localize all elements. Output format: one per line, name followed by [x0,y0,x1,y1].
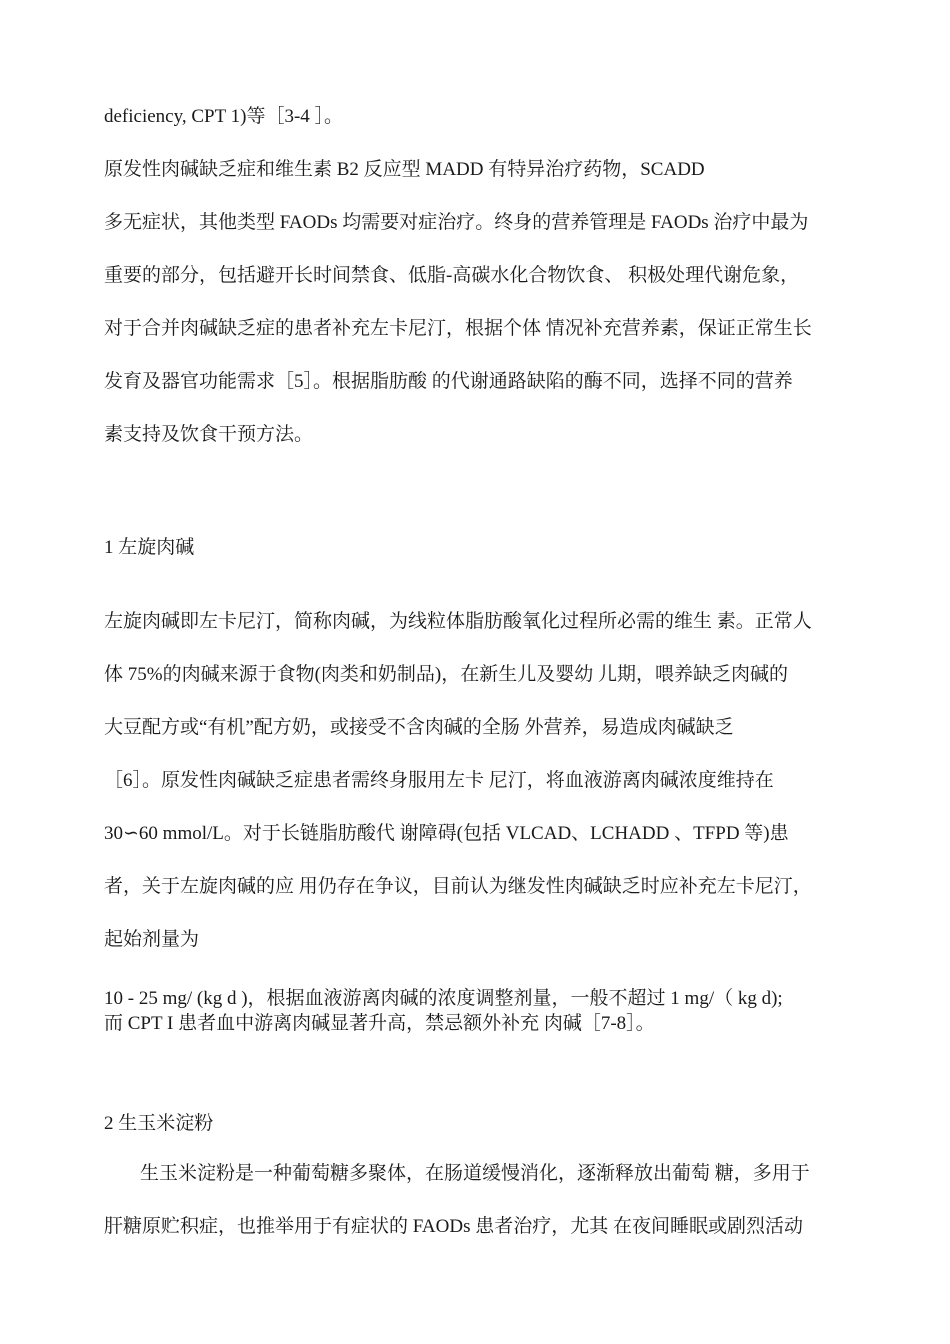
text-line: 肝糖原贮积症，也推举用于有症状的 FAODs 患者治疗，尤其 在夜间睡眠或剧烈活动 [104,1216,803,1237]
text-line: 生玉米淀粉是一种葡萄糖多聚体，在肠道缓慢消化，逐渐释放出葡萄 糖，多用于 [140,1163,810,1184]
section-heading-raw-cornstarch: 2 生玉米淀粉 [104,1113,214,1134]
text-line: 者，关于左旋肉碱的应 用仍存在争议，目前认为继发性肉碱缺乏时应补充左卡尼汀， [104,876,812,897]
text-line: 多无症状，其他类型 FAODs 均需要对症治疗。终身的营养管理是 FAODs 治疗中最为 [104,212,809,233]
text-line: 而 CPT I 患者血中游离肉碱显著升高，禁忌额外补充 肉碱［7-8］。 [104,1013,655,1034]
text-line: 素支持及饮食干预方法。 [104,424,314,445]
text-line: 10 - 25 mg/ (kg d )，根据血液游离肉碱的浓度调整剂量，一般不超过 1 mg/（ kg d); [104,988,783,1009]
section-heading-l-carnitine: 1 左旋肉碱 [104,537,195,558]
text-line: 发育及器官功能需求［5］。根据脂肪酸 的代谢通路缺陷的酶不同，选择不同的营养 [104,371,793,392]
text-line: ［6］。原发性肉碱缺乏症患者需终身服用左卡 尼汀，将血液游离肉碱浓度维持在 [104,770,774,791]
text-line: 大豆配方或“有机”配方奶，或接受不含肉碱的全肠 外营养，易造成肉碱缺乏 [104,717,734,738]
text-line: 对于合并肉碱缺乏症的患者补充左卡尼汀，根据个体 情况补充营养素，保证正常生长 [104,318,812,339]
text-line: 起始剂量为 [104,929,200,950]
text-line: 重要的部分，包括避开长时间禁食、低脂-高碳水化合物饮食、 积极处理代谢危象， [104,265,800,286]
text-line: 左旋肉碱即左卡尼汀，简称肉碱，为线粒体脂肪酸氧化过程所必需的维生 素。正常人 [104,611,812,632]
text-line: 30∽60 mmol/L。对于长链脂肪酸代 谢障碍(包括 VLCAD、LCHADD 、TFPD 等)患 [104,823,789,844]
text-line: 体 75%的肉碱来源于食物(肉类和奶制品)，在新生儿及婴幼 儿期，喂养缺乏肉碱的 [104,664,788,685]
text-line: deficiency, CPT 1)等［3-4 ］。 [104,106,344,127]
text-line: 原发性肉碱缺乏症和维生素 B2 反应型 MADD 有特异治疗药物，SCADD [104,159,705,180]
